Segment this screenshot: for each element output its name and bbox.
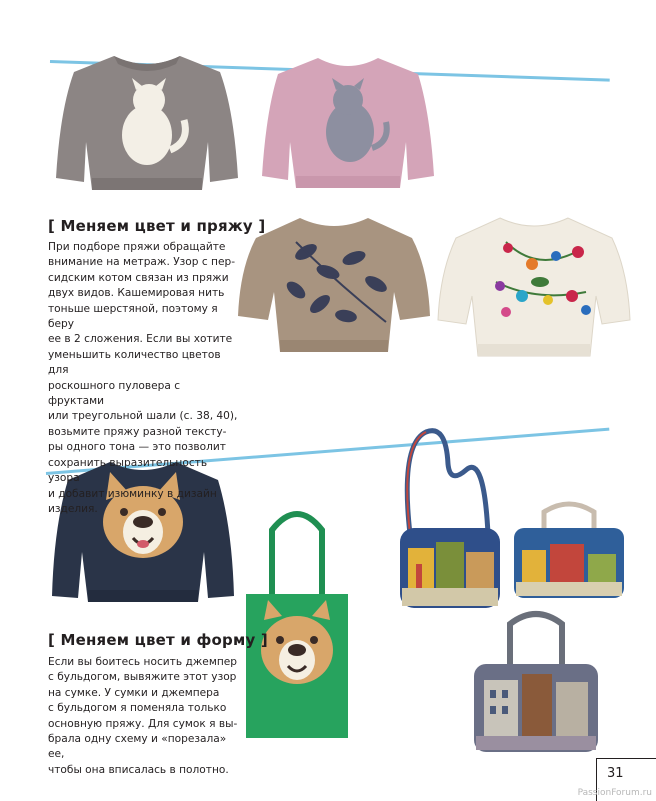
section-body-yarn: При подборе пряжи обращайте внимание на метраж. Узор с пер- сидским котом связан из пряжи двух видов. Кашемировая нить тоньше шерстяной, поэтому я беру ее в 2 сложения. Если вы хотите уменьшить количество цветов для роскошного пуловера с фруктами или треугольной шали (с. 38, 40), возьмите пряжу разной тексту- ры одного тона — это позволит сохранить выразительность узора и добавит изюминку в дизайн изделия. (48, 241, 238, 515)
section-body-shape: Если вы боитесь носить джемпер с бульдогом, вывяжите этот узор на сумке. У сумки и джемпера с бульдогом я поменяла только основную пряжу. Для сумок я вы- брала одну схему и «порезала» ее, чтобы она вписалась в полотно. (48, 656, 238, 776)
house-shoulder-bag-image (396, 424, 508, 614)
watermark: PassionForum.ru (577, 788, 652, 798)
white-fruit-sweater-image (436, 212, 631, 360)
section-heading-yarn: [ Меняем цвет и пряжу ] (48, 217, 266, 235)
house-handbag-small-image (510, 500, 628, 602)
page-number: 31 (607, 766, 624, 781)
pink-cat-sweater-image (258, 52, 438, 192)
section-heading-shape: [ Меняем цвет и форму ] (48, 631, 268, 649)
house-handbag-large-image (470, 610, 602, 756)
grey-cat-sweater-image (52, 50, 242, 195)
